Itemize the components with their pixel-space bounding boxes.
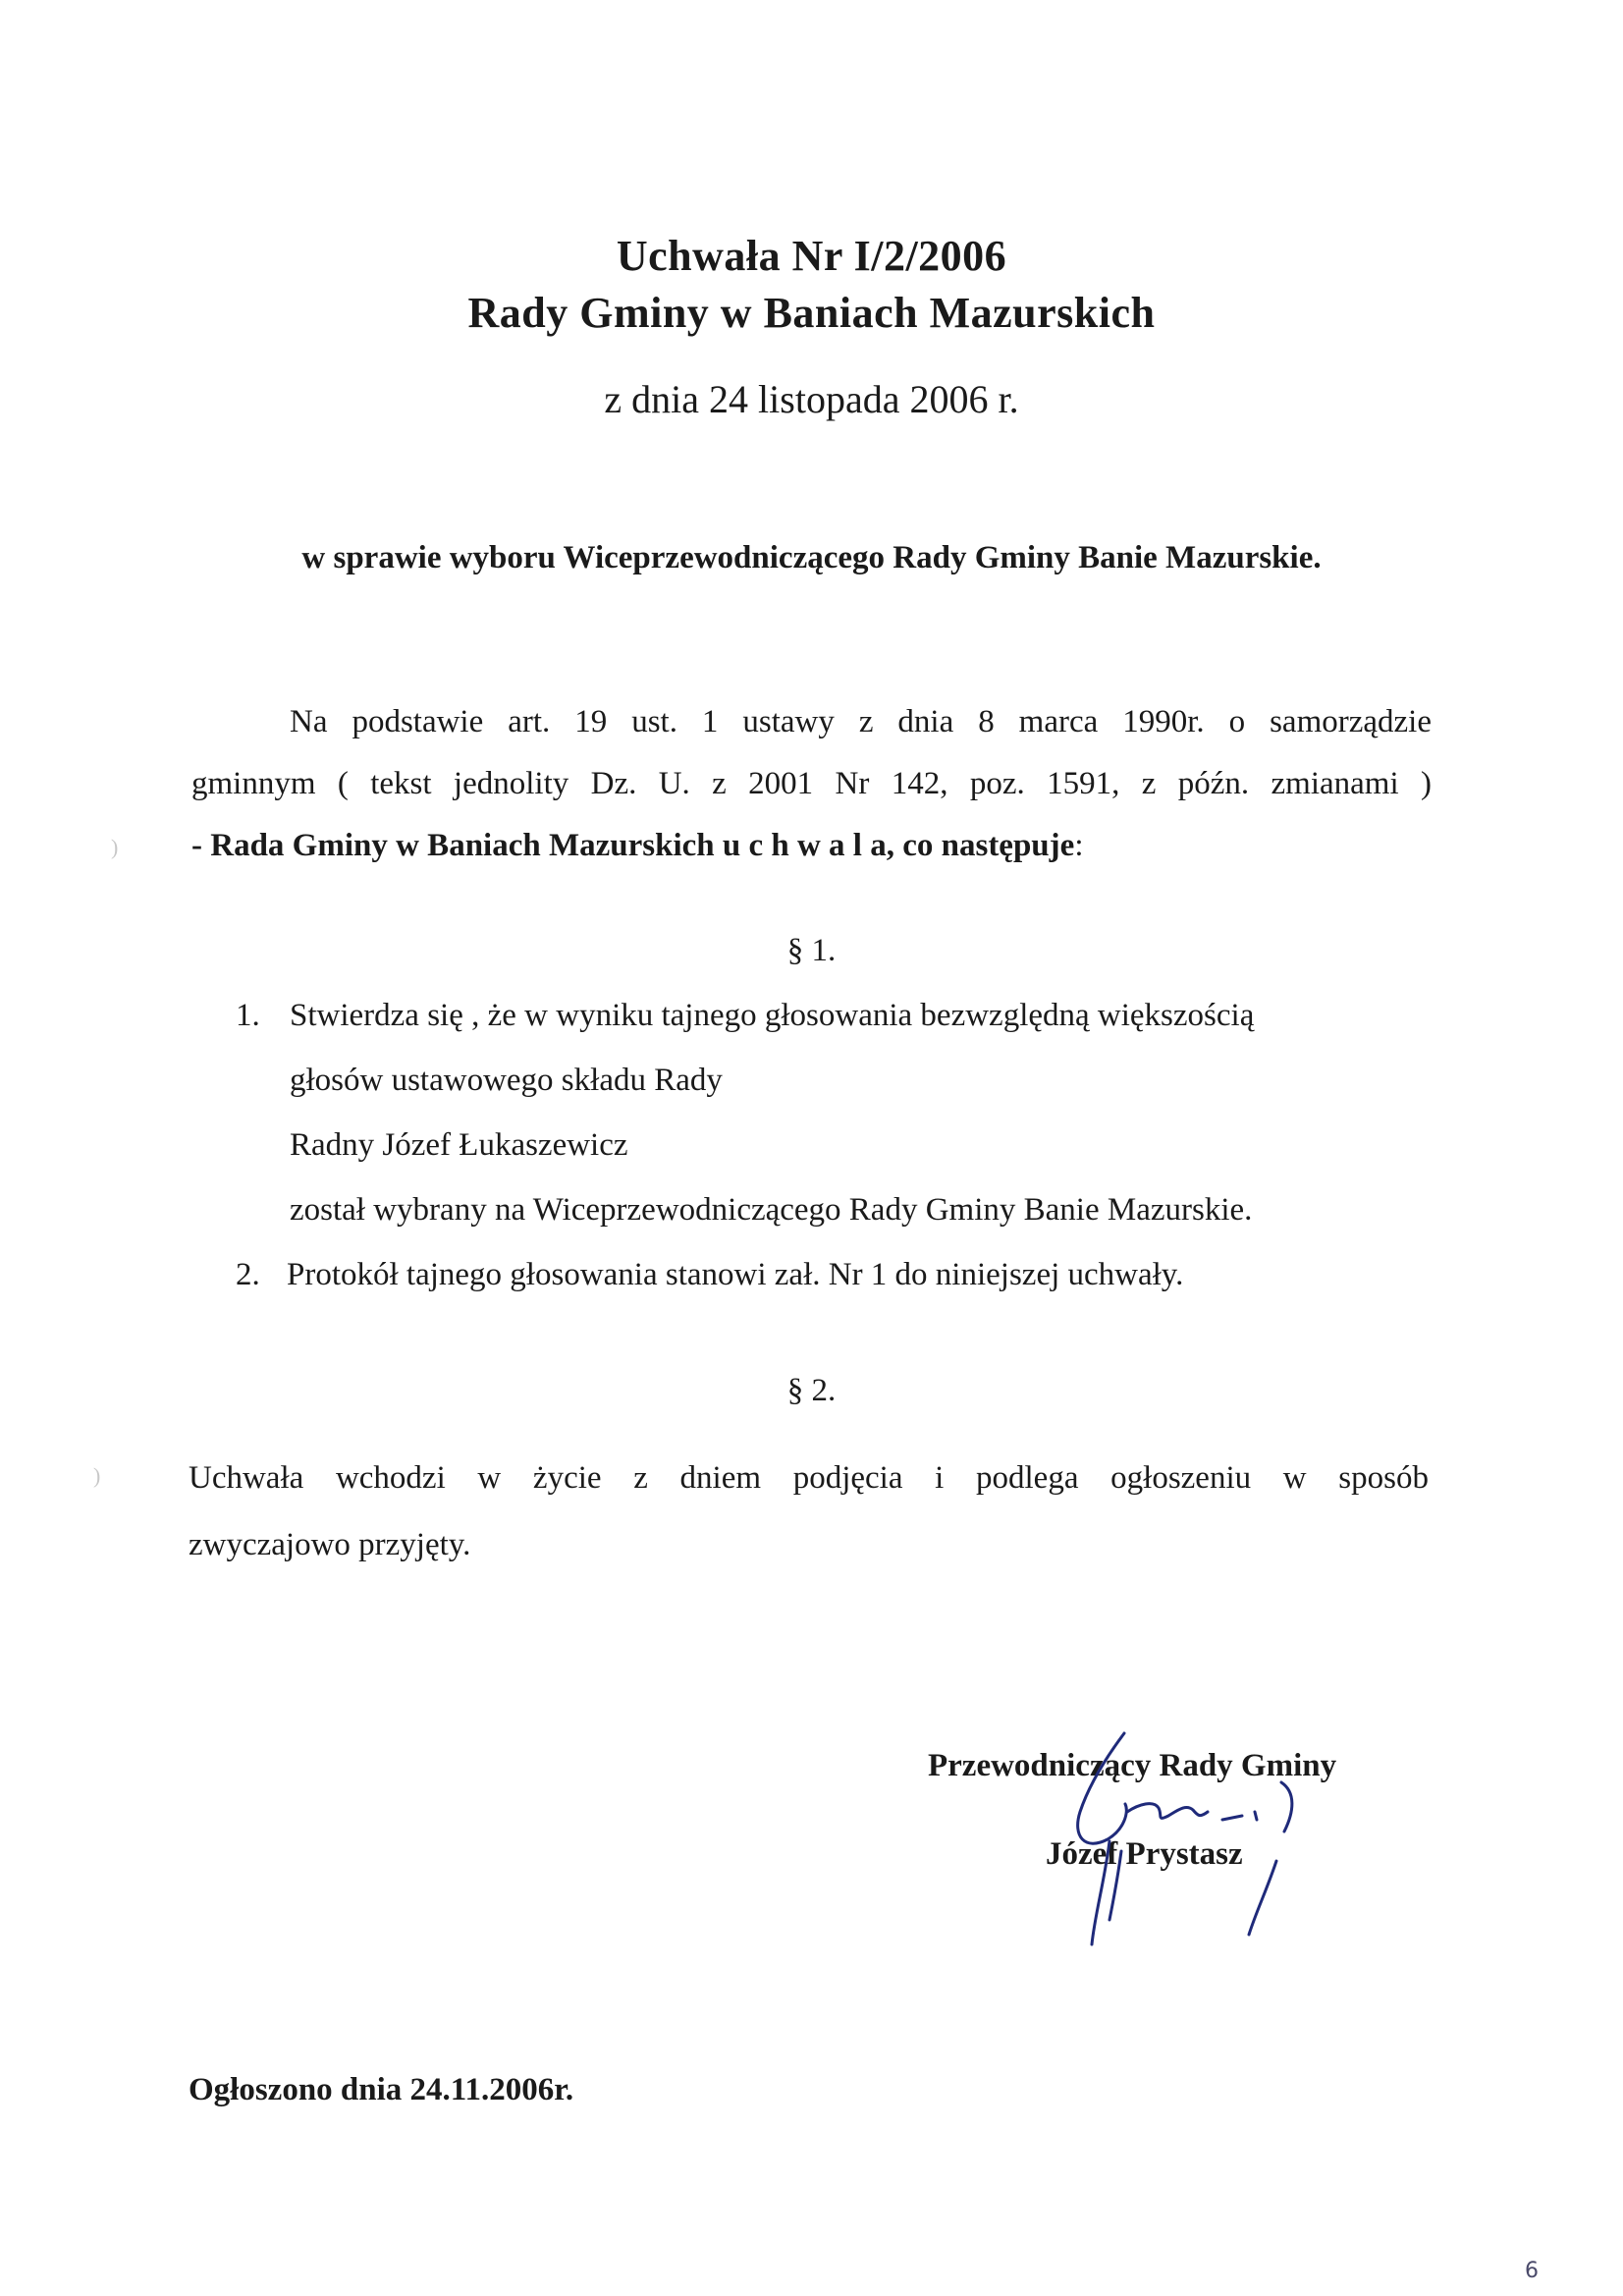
handwritten-signature <box>1031 1714 1316 1954</box>
item-1-line-1: Stwierdza się , że w wyniku tajnego głosowania bezwzględną większością <box>290 998 1255 1033</box>
item-2-text: Protokół tajnego głosowania stanowi zał. Nr 1 do niniejszej uchwały. <box>287 1257 1184 1292</box>
margin-mark: ) <box>111 835 119 859</box>
document-subject: w sprawie wyboru Wiceprzewodniczącego Rady Gminy Banie Mazurskie. <box>301 540 1322 575</box>
signatory-name: Józef Prystasz <box>1046 1836 1243 1872</box>
preamble-line-2: gminnym ( tekst jednolity Dz. U. z 2001 Nr 142, poz. 1591, z późn. zmianami ) <box>191 766 1432 801</box>
document-title-number: Uchwała Nr I/2/2006 <box>616 232 1007 280</box>
section-2-sign: § 2. <box>786 1373 837 1408</box>
document-title-council: Rady Gminy w Baniach Mazurskich <box>467 289 1156 337</box>
item-1-number: 1. <box>236 998 260 1033</box>
page-number: 6 <box>1525 2259 1539 2283</box>
preamble-line-1: Na podstawie art. 19 ust. 1 ustawy z dnia 8 marca 1990r. o samorządzie <box>290 704 1432 739</box>
signatory-role: Przewodniczący Rady Gminy <box>928 1748 1337 1783</box>
section-2-line-1: Uchwała wchodzi w życie z dniem podjęcia i podlega ogłoszeniu w sposób <box>189 1460 1429 1496</box>
item-1-line-2: głosów ustawowego składu Rady <box>290 1063 723 1098</box>
preamble-colon: : <box>1074 828 1084 863</box>
document-date: z dnia 24 listopada 2006 r. <box>604 377 1019 421</box>
announcement-date: Ogłoszono dnia 24.11.2006r. <box>189 2072 574 2107</box>
section-2-line-2: zwyczajowo przyjęty. <box>189 1527 471 1562</box>
item-2-number: 2. <box>236 1257 260 1292</box>
item-1-line-4: został wybrany na Wiceprzewodniczącego Rady Gminy Banie Mazurskie. <box>290 1192 1253 1228</box>
preamble-line-3 <box>191 828 1083 864</box>
preamble-resolution-formula: - Rada Gminy w Baniach Mazurskich u c h w a l a, co następuje <box>191 828 1075 863</box>
margin-mark: ) <box>93 1463 101 1488</box>
item-1-line-3: Radny Józef Łukaszewicz <box>290 1127 628 1163</box>
section-1-sign: § 1. <box>786 933 837 968</box>
